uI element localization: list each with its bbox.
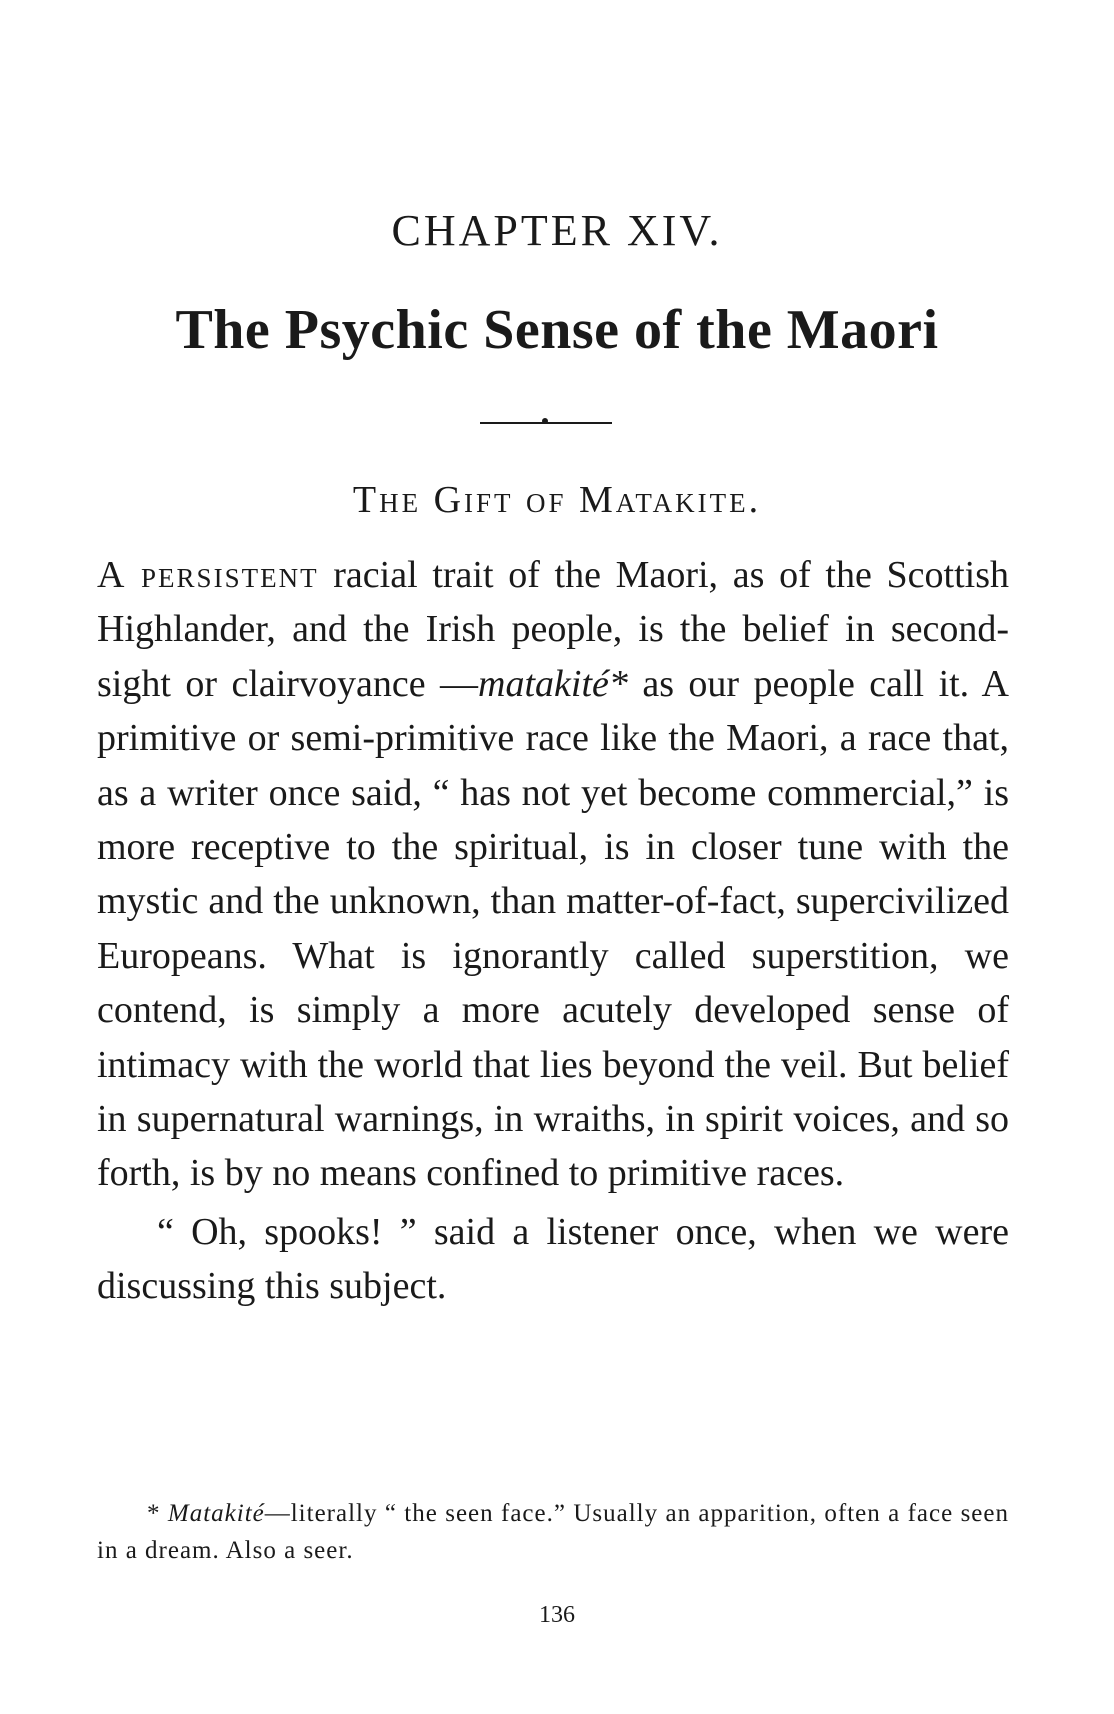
paragraph-1-text-a: racial trait of the Maori, as of the Scottish Highlander, and the Irish people, is the belief in second-sight or clairvoyance —	[97, 554, 1009, 705]
footnote-term: Matakité	[167, 1500, 265, 1527]
ornament-divider	[480, 418, 612, 428]
matakite-term: matakité*	[478, 662, 628, 705]
footnote	[97, 1495, 1009, 1569]
footnote-text: —literally “ the seen face.” Usually an apparition, often a face seen in a dream. Also a seer.	[97, 1500, 1009, 1564]
page-number: 136	[539, 1602, 575, 1628]
chapter-title: The Psychic Sense of the Maori	[175, 299, 939, 361]
section-heading: The Gift of Matakite.	[352, 479, 762, 521]
body-text	[97, 548, 1009, 1314]
paragraph-1-text-b: as our people call it. A primitive or semi-primitive race like the Maori, a race that, as a writer once said, “ has not yet become commercial,” is more receptive to the spiritual, is in closer tune with the mystic and the unknown, than matter-of-fact, supercivilized Europeans. What is ignorantly called superstition, we contend, is simply a more acutely developed sense of intimacy with the world that lies beyond the veil. But belief in supernatural warnings, in wraiths, in spirit voices, and so forth, is by no means confined to primitive races.	[97, 662, 1009, 1195]
paragraph-1	[97, 548, 1009, 1201]
divider-dot-icon	[542, 418, 548, 424]
lead-in-caps: A persistent	[97, 554, 319, 596]
chapter-label: CHAPTER XIV.	[391, 206, 723, 255]
paragraph-2: “ Oh, spooks! ” said a listener once, when we were discussing this subject.	[97, 1210, 1009, 1308]
footnote-marker: *	[147, 1500, 168, 1527]
